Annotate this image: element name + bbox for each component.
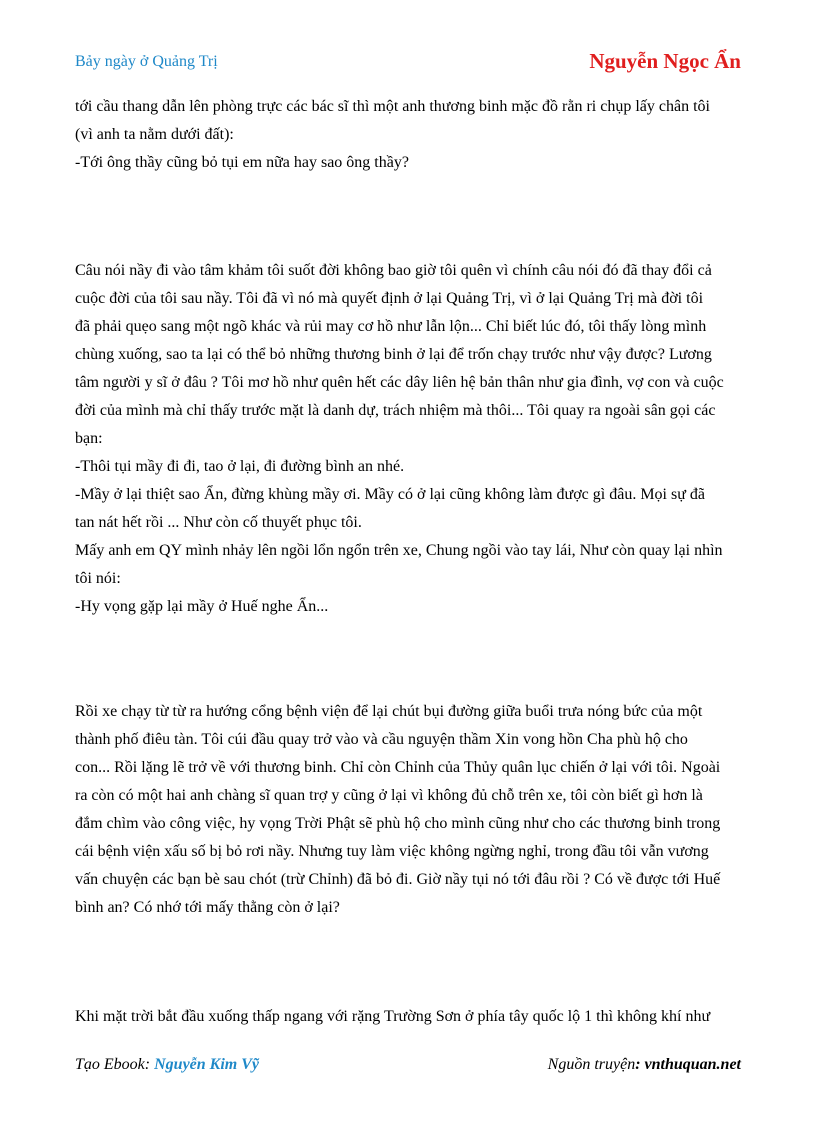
footer-ebook-author: Nguyễn Kim Vỹ [154,1056,259,1073]
text-line: -Tới ông thầy cũng bỏ tụi em nữa hay sao ông thầy? [75,154,409,171]
text-line: Câu nói nầy đi vào tâm khảm tôi suốt đời không bao giờ tôi quên vì chính câu nói đó đã thay đổi cả [75,262,712,279]
text-line: ra còn có một hai anh chàng sĩ quan trợ y cũng ở lại vì không đủ chỗ trên xe, tôi còn biết gì hơn là [75,787,703,804]
text-line: tan nát hết rồi ... Như còn cố thuyết phục tôi. [75,514,362,531]
text-line: con... Rồi lặng lẽ trở về với thương binh. Chỉ còn Chỉnh của Thủy quân lục chiến ở lại với tôi. Ngoài [75,759,721,776]
text-line: Khi mặt trời bắt đầu xuống thấp ngang với rặng Trường Sơn ở phía tây quốc lộ 1 thì không khí như [75,1008,711,1025]
text-line: tôi nói: [75,570,121,587]
footer-ebook-separator: : [144,1056,155,1073]
text-line: bình an? Có nhớ tới mấy thằng còn ở lại? [75,899,340,916]
text-line: đắm chìm vào công việc, hy vọng Trời Phật sẽ phù hộ cho mình cũng như cho các thương binh trong [75,815,721,832]
footer-source-credit [548,1056,741,1074]
text-block-2 [75,257,755,621]
text-line: tới cầu thang dẫn lên phòng trực các bác sĩ thì một anh thương binh mặc đồ rằn ri chụp lấy chân tôi [75,98,710,115]
text-block-3 [75,698,755,922]
footer-source-separator: : [635,1056,645,1073]
header-author: Nguyễn Ngọc Ẩn [589,49,741,73]
text-line: Rồi xe chạy từ từ ra hướng cổng bệnh viện để lại chút bụi đường giữa buổi trưa nóng bức của một [75,703,703,720]
text-line: -Hy vọng gặp lại mầy ở Huế nghe Ẩn... [75,598,329,615]
text-block-1 [75,93,755,177]
text-line: vấn chuyện các bạn bè sau chót (trừ Chỉnh) đã bỏ đi. Giờ nầy tụi nó tới đâu rồi ? Có về được tới Huế [75,871,721,888]
text-line: (vì anh ta nằm dưới đất): [75,126,234,143]
text-line: đã phải quẹo sang một ngõ khác và rủi may cơ hồ như lẫn lộn... Chỉ biết lúc đó, tôi thấy lòng mình [75,318,707,335]
footer-source-site: vnthuquan.net [644,1056,741,1073]
text-line: Mấy anh em QY mình nhảy lên ngồi lổn ngổn trên xe, Chung ngồi vào tay lái, Như còn quay lại nhìn [75,542,723,559]
text-block-4 [75,1003,755,1031]
text-line: cuộc đời của tôi sau nầy. Tôi đã vì nó mà quyết định ở lại Quảng Trị, vì ở lại Quảng Trị mà đời tôi [75,290,704,307]
header-title: Bảy ngày ở Quảng Trị [75,53,218,70]
footer-ebook-credit [75,1056,259,1074]
text-line: chùng xuống, sao ta lại có thể bỏ những thương binh ở lại để trốn chạy trước như vậy được? Lương [75,346,712,363]
text-line: đời của mình mà chỉ thấy trước mặt là danh dự, trách nhiệm mà thôi... Tôi quay ra ngoài sân gọi các [75,402,716,419]
text-line: -Thôi tụi mầy đi đi, tao ở lại, đi đường bình an nhé. [75,458,405,475]
footer-source-label: Nguồn truyện [547,1056,636,1073]
footer-ebook-label: Tạo Ebook [75,1056,145,1073]
text-line: cái bệnh viện xấu số bị bỏ rơi nầy. Nhưng tuy làm việc không ngừng nghỉ, trong đầu tôi vẫn vương [75,843,709,860]
text-line: tâm người y sĩ ở đâu ? Tôi mơ hồ như quên hết các dây liên hệ bản thân như gia đình, vợ con và cuộc [75,374,724,391]
text-line: bạn: [75,430,103,447]
text-line: -Mầy ở lại thiệt sao Ẩn, đừng khùng mầy ơi. Mầy có ở lại cũng không làm được gì đâu. Mọi sự đã [75,486,705,503]
text-line: thành phố điêu tàn. Tôi cúi đầu quay trở vào và cầu nguyện thầm Xin vong hồn Cha phù hộ cho [75,731,688,748]
